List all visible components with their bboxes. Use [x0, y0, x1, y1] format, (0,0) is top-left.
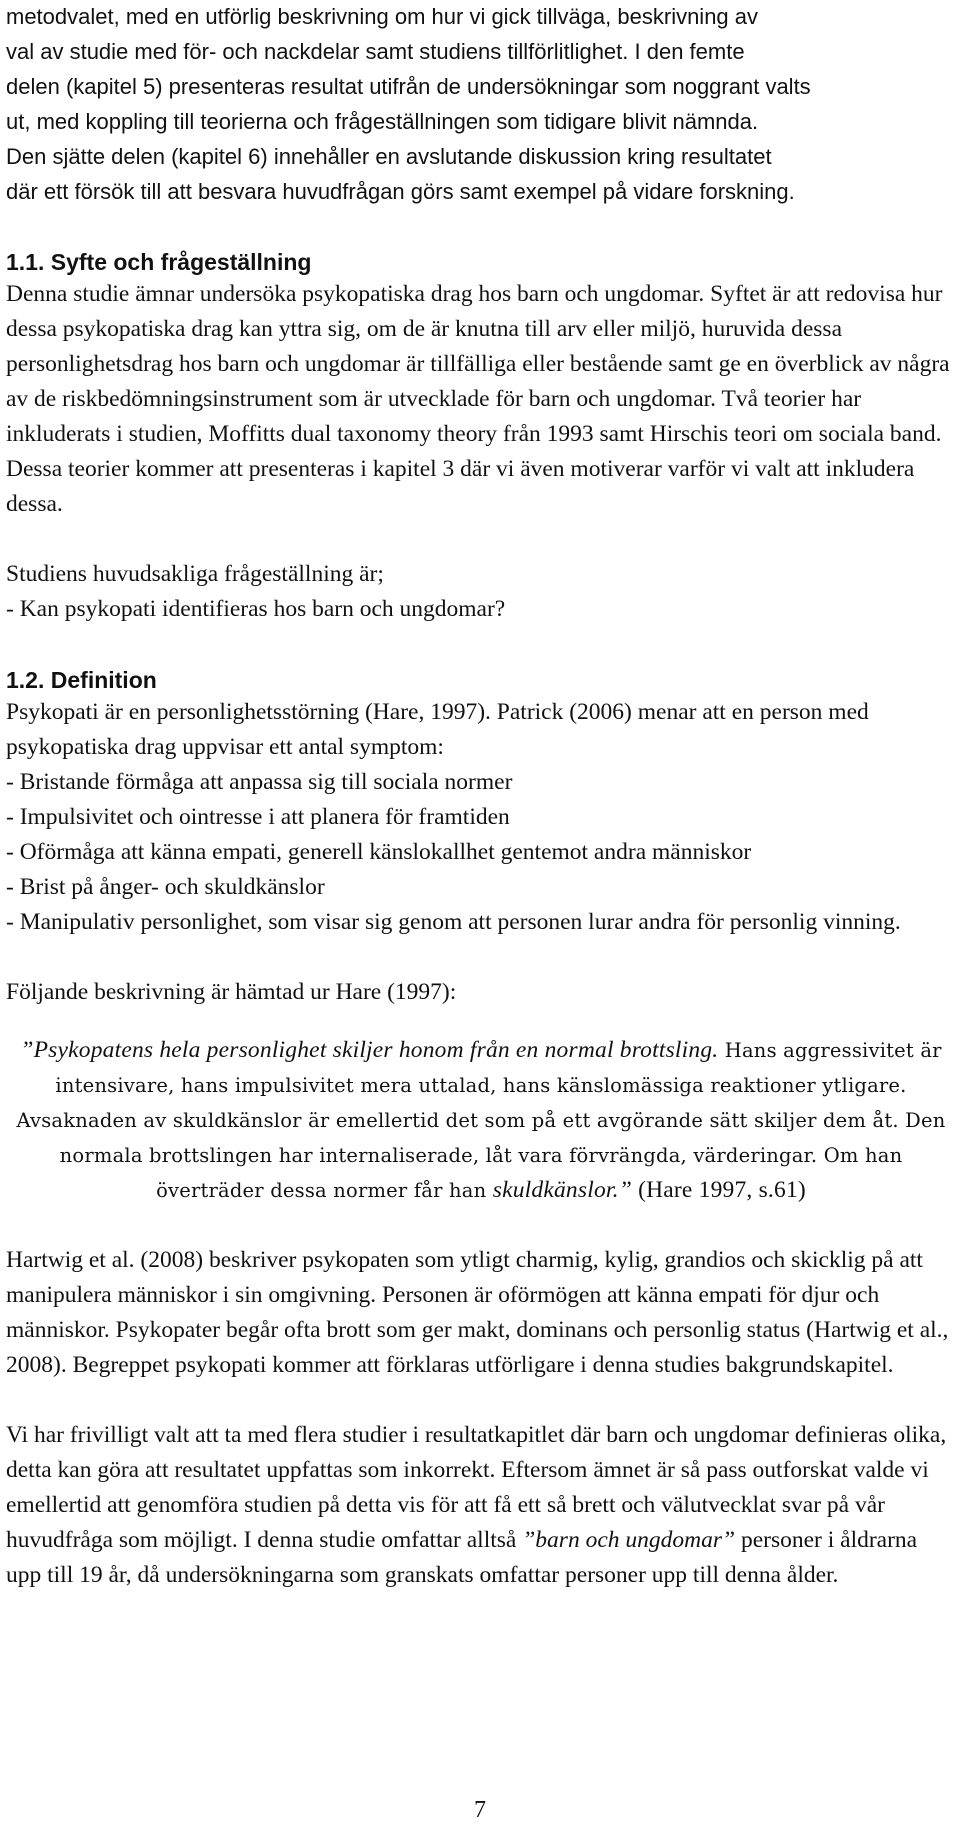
final-paragraph: [6, 1418, 956, 1593]
quote-intro: Följande beskrivning är hämtad ur Hare (1997):: [6, 979, 457, 1005]
quote-body: Hans aggressivitet är intensivare, hans impulsivitet mera uttalad, hans känslomässiga reaktioner ytligare. Avsaknaden av skuldkänslor är emellertid det som på ett avgörande sätt skiljer dem åt. Den normala brottslingen har internaliserade, låt vara förvrängda, värderingar. Om han överträder dessa normer får han: [16, 1039, 946, 1202]
symptom-list: [6, 765, 956, 940]
hartwig-paragraph: Hartwig et al. (2008) beskriver psykopaten som ytligt charmig, kylig, grandios och skicklig på att manipulera människor i sin omgivning. Personen är oförmögen att känna empati för djur och människor. Psykopater begår ofta brott som ger makt, dominans och personlig status (Hartwig et al., 2008). Begreppet psykopati kommer att förklaras utförligare i denna studies bakgrundskapitel.: [6, 1247, 949, 1378]
main-question: - Kan psykopati identifieras hos barn och ungdomar?: [6, 596, 506, 622]
list-item: - Impulsivitet och ointresse i att planera för framtiden: [6, 804, 510, 830]
block-quote: [6, 1033, 956, 1208]
intro-line: val av studie med för- och nackdelar samt studiens tillförlitlighet. I den femte: [6, 39, 745, 64]
list-item: - Manipulativ personlighet, som visar sig genom att personen lurar andra för personlig vinning.: [6, 909, 901, 935]
page-number: 7: [474, 1797, 486, 1823]
final-text-italic: ”barn och ungdomar”: [522, 1527, 736, 1553]
intro-line: där ett försök till att besvara huvudfrågan görs samt exempel på vidare forskning.: [6, 179, 795, 204]
list-item: - Oförmåga att känna empati, generell känslokallhet gentemot andra människor: [6, 839, 752, 865]
intro-line: metodvalet, med en utförlig beskrivning om hur vi gick tillväga, beskrivning av: [6, 4, 759, 29]
intro-line: ut, med koppling till teorierna och frågeställningen som tidigare blivit nämnda.: [6, 109, 759, 134]
document-page: [6, 0, 956, 1593]
syfte-paragraph: Denna studie ämnar undersöka psykopatiska drag hos barn och ungdomar. Syftet är att redovisa hur dessa psykopatiska drag kan yttra sig, om de är knutna till arv eller miljö, huruvida dessa personlighetsdrag hos barn och ungdomar är tillfälliga eller bestående samt ge en överblick av några av de riskbedömningsinstrument som är utvecklade för barn och ungdomar. Två teorier har inkluderats i studien, Moffitts dual taxonomy theory från 1993 samt Hirschis teori om sociala band. Dessa teorier kommer att presenteras i kapitel 3 där vi även motiverar varför vi valt att inkludera dessa.: [6, 281, 950, 517]
definition-paragraph: Psykopati är en personlighetsstörning (Hare, 1997). Patrick (2006) menar att en person med psykopatiska drag uppvisar ett antal symptom:: [6, 699, 869, 760]
quote-italic-start: ”Psykopatens hela personlighet skiljer honom från en normal brottsling.: [20, 1037, 719, 1063]
intro-paragraph: [6, 0, 956, 209]
final-text-a: Vi har frivilligt valt att ta med flera studier i resultatkapitlet där barn och ungdomar definieras olika, detta kan göra att resultatet uppfattas som inkorrekt. Eftersom ämnet är så pass outforskat valde vi emellertid att genomföra studien på detta vis för att få ett så brett och välutvecklat svar på vår huvudfråga som möjligt. I denna studie omfattar alltså: [6, 1422, 947, 1553]
section-heading-syfte: 1.1. Syfte och frågeställning: [6, 249, 312, 275]
question-intro: Studiens huvudsakliga frågeställning är;: [6, 561, 384, 587]
intro-line: Den sjätte delen (kapitel 6) innehåller en avslutande diskussion kring resultatet: [6, 144, 772, 169]
list-item: - Brist på ånger- och skuldkänslor: [6, 874, 325, 900]
quote-citation: (Hare 1997, s.61): [632, 1177, 806, 1203]
intro-line: delen (kapitel 5) presenteras resultat utifrån de undersökningar som noggrant valts: [6, 74, 811, 99]
quote-italic-end: skuldkänslor.”: [492, 1177, 632, 1203]
list-item: - Bristande förmåga att anpassa sig till sociala normer: [6, 769, 513, 795]
section-heading-definition: 1.2. Definition: [6, 667, 157, 693]
final-text-b: personer i åldrarna upp till 19 år, då undersökningarna som granskats omfattar personer upp till denna ålder.: [6, 1527, 918, 1588]
